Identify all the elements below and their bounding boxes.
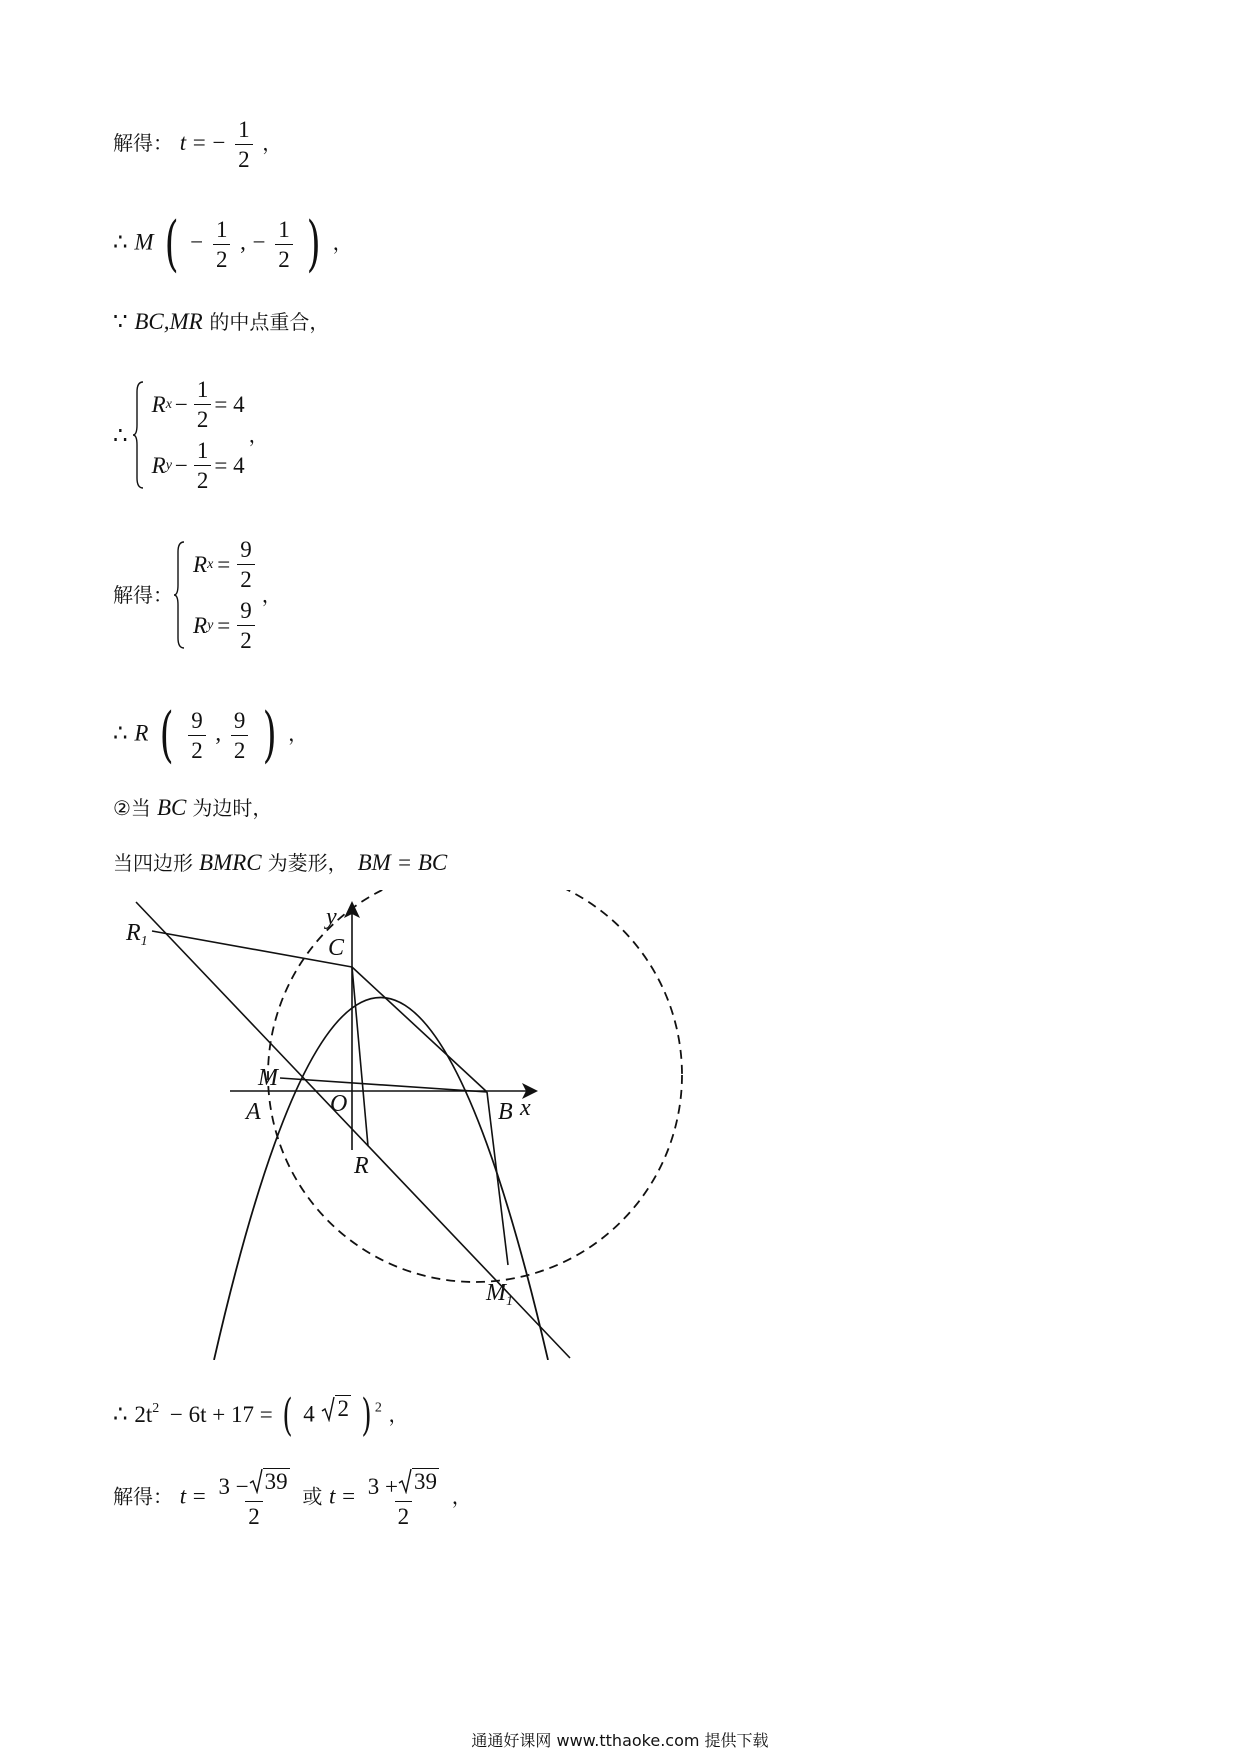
solution-line-t [113, 118, 282, 171]
label-a: A [246, 1099, 261, 1125]
label-x: x [520, 1095, 531, 1121]
because-line [113, 310, 329, 333]
label-b: B [498, 1099, 513, 1125]
fraction: $\frac{1}{2}$ [213, 218, 231, 271]
prefix-text: 解得： [113, 131, 173, 155]
therefore-symbol: ∴ [113, 422, 128, 448]
solution-line-t-2: 解得： t = 3 − 39 2 或 t = 3 + 39 2 ， [113, 1469, 472, 1530]
minus: − [190, 229, 204, 255]
label-r: R [354, 1153, 369, 1179]
minus: − [212, 130, 226, 155]
geometry-figure [100, 890, 700, 1360]
text: 的中点重合， [209, 310, 330, 334]
fraction: $\frac{9}{2}$ [188, 709, 206, 762]
prefix-text: 解得： [113, 1484, 173, 1509]
system-line-1 [113, 378, 269, 492]
punct: ， [288, 721, 309, 746]
segment-cr [352, 967, 368, 1146]
distance-equation: ∴ $2t^2 - 6t + 17$ = ( 4 2 ) $^2$ ， [113, 1390, 409, 1441]
left-brace-icon [173, 540, 185, 650]
therefore-symbol: ∴ [113, 229, 128, 255]
label-m: M [258, 1065, 278, 1091]
punct: ， [332, 230, 353, 255]
punct: ， [262, 131, 283, 155]
label-o: O [330, 1091, 348, 1117]
fraction: $\frac{1}{2}$ [235, 118, 253, 171]
case-heading: ②当 BC 为边时， [113, 795, 273, 820]
label-c: C [328, 935, 345, 961]
punct: ， [248, 423, 269, 447]
fraction: 3 + 39 2 [367, 1469, 438, 1530]
prefix-text: 解得： [113, 583, 173, 607]
label-m1: $M_1$ [486, 1280, 513, 1309]
var-t: t [179, 130, 187, 155]
equation-system [113, 378, 269, 492]
system-line-2 [113, 538, 282, 652]
therefore-symbol: ∴ [113, 720, 128, 746]
minus: − [252, 229, 266, 255]
label-y: y [326, 904, 337, 930]
segments: BC,MR [134, 309, 203, 334]
system-row: R y − $\frac{1}{2}$ = 4 [151, 438, 245, 493]
page-footer: 通通好课网 www.tthaoke.com 提供下载 [471, 1731, 769, 1750]
sqrt: 2 [321, 1395, 351, 1421]
segment-cb [352, 967, 487, 1092]
fraction: $\frac{9}{2}$ [231, 709, 249, 762]
label-r1: $R_1$ [126, 920, 148, 949]
equals: = [192, 130, 206, 155]
fraction: 3 − 39 2 [218, 1469, 288, 1530]
rhombus-condition: 当四边形 BMRC 为菱形， BM = BC [113, 850, 448, 875]
punct: ， [451, 1484, 472, 1509]
punct: ， [388, 1402, 409, 1427]
comma: , [240, 229, 246, 255]
left-brace-icon [132, 380, 144, 490]
system-row: R x − $\frac{1}{2}$ = 4 [151, 377, 245, 432]
point-m-line: ∴ M ( − $\frac{1}{2}$ , − $\frac{1}{2}$ ) ， [113, 209, 353, 279]
point-r-line: ∴ R ( $\frac{9}{2}$ , $\frac{9}{2}$ ) ， [113, 700, 309, 770]
therefore-symbol: ∴ [113, 1401, 128, 1427]
comma: , [215, 720, 222, 746]
equation-system [113, 538, 282, 652]
punct: ， [261, 583, 282, 607]
point-name: M [134, 229, 154, 255]
system-row: R y = $\frac{9}{2}$ [193, 599, 258, 652]
because-symbol: ∵ [113, 309, 128, 334]
point-name: R [134, 720, 149, 746]
fraction: $\frac{1}{2}$ [275, 218, 293, 271]
system-row: R x = $\frac{9}{2}$ [193, 538, 258, 591]
